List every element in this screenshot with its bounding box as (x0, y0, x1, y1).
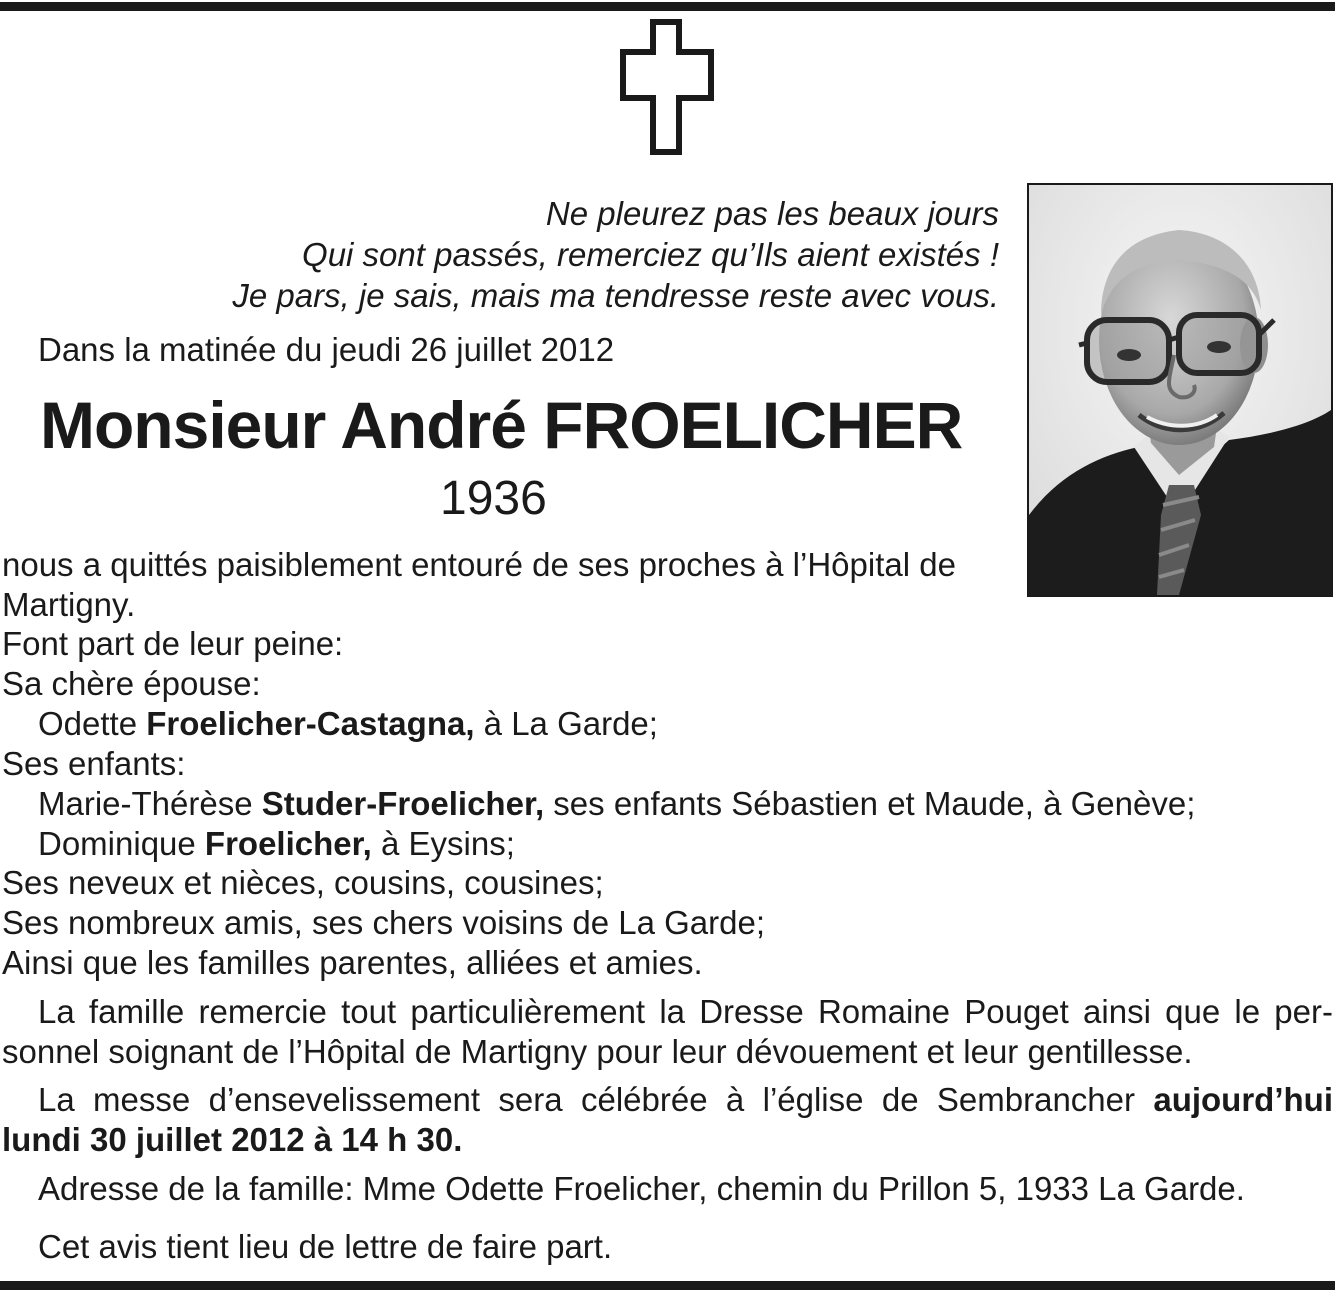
mass-paragraph-line (2, 1080, 1333, 1120)
verse-line: Ne pleurez pas les beaux jours (545, 195, 999, 232)
thanks-paragraph-line: La famille remercie tout particulièrement la Dresse Romaine Pouget ainsi que le per- (38, 993, 1333, 1030)
bottom-border-rule (0, 1281, 1335, 1290)
date-line: Dans la matinée du jeudi 26 juillet 2012 (38, 331, 615, 368)
mourner-detail: à La Garde; (474, 705, 658, 742)
portrait-image (1029, 185, 1331, 595)
mourner-detail: ses enfants Sébastien et Maude, à Genève; (544, 785, 1196, 822)
mourner-surname: Froelicher, (204, 825, 372, 862)
mourner-first-name: Odette (38, 705, 147, 742)
child-entry (38, 784, 1195, 824)
memorial-verse (232, 193, 999, 316)
mourner-first-name: Dominique (38, 825, 205, 862)
mourner-first-name: Marie-Thérèse (38, 785, 262, 822)
top-border-rule (0, 2, 1335, 11)
spouse-heading: Sa chère épouse: (2, 665, 261, 702)
mourner-surname: Froelicher-Castagna, (146, 705, 475, 742)
children-heading: Ses enfants: (2, 745, 186, 782)
mourners-intro: Font part de leur peine: (2, 625, 344, 662)
other-mourners-line: Ainsi que les familles parentes, alliées et amies. (2, 944, 703, 981)
thanks-paragraph-line: sonnel soignant de l’Hôpital de Martigny pour leur dévouement et leur gentillesse. (2, 1033, 1193, 1070)
passing-text-line: Martigny. (2, 586, 136, 623)
mourner-surname: Studer-Froelicher, (261, 785, 545, 822)
other-mourners-line: Ses neveux et nièces, cousins, cousines; (2, 864, 604, 901)
passing-text-line: nous a quittés paisiblement entouré de ses proches à l’Hôpital de (2, 546, 956, 583)
other-mourners-line: Ses nombreux amis, ses chers voisins de La Garde; (2, 904, 766, 941)
mass-date-emphasis: aujourd’hui (1153, 1081, 1333, 1118)
deceased-name: Monsieur André FROELICHER (40, 388, 963, 462)
verse-line: Je pars, je sais, mais ma tendresse reste avec vous. (232, 277, 999, 314)
birth-year: 1936 (440, 472, 547, 525)
portrait-photo (1027, 183, 1333, 597)
latin-cross-icon (619, 18, 715, 158)
family-address: Adresse de la famille: Mme Odette Froelicher, chemin du Prillon 5, 1933 La Garde. (38, 1170, 1245, 1207)
spouse-entry (38, 704, 658, 744)
mass-text: La messe d’ensevelissement sera célébrée à l’église de Sembrancher (38, 1081, 1154, 1118)
mass-date-emphasis: lundi 30 juillet 2012 à 14 h 30. (2, 1121, 463, 1158)
closing-note: Cet avis tient lieu de lettre de faire part. (38, 1228, 613, 1265)
mourner-detail: à Eysins; (371, 825, 515, 862)
verse-line: Qui sont passés, remerciez qu’Ils aient existés ! (302, 236, 999, 273)
child-entry (38, 824, 515, 864)
mass-paragraph-line (2, 1120, 462, 1160)
